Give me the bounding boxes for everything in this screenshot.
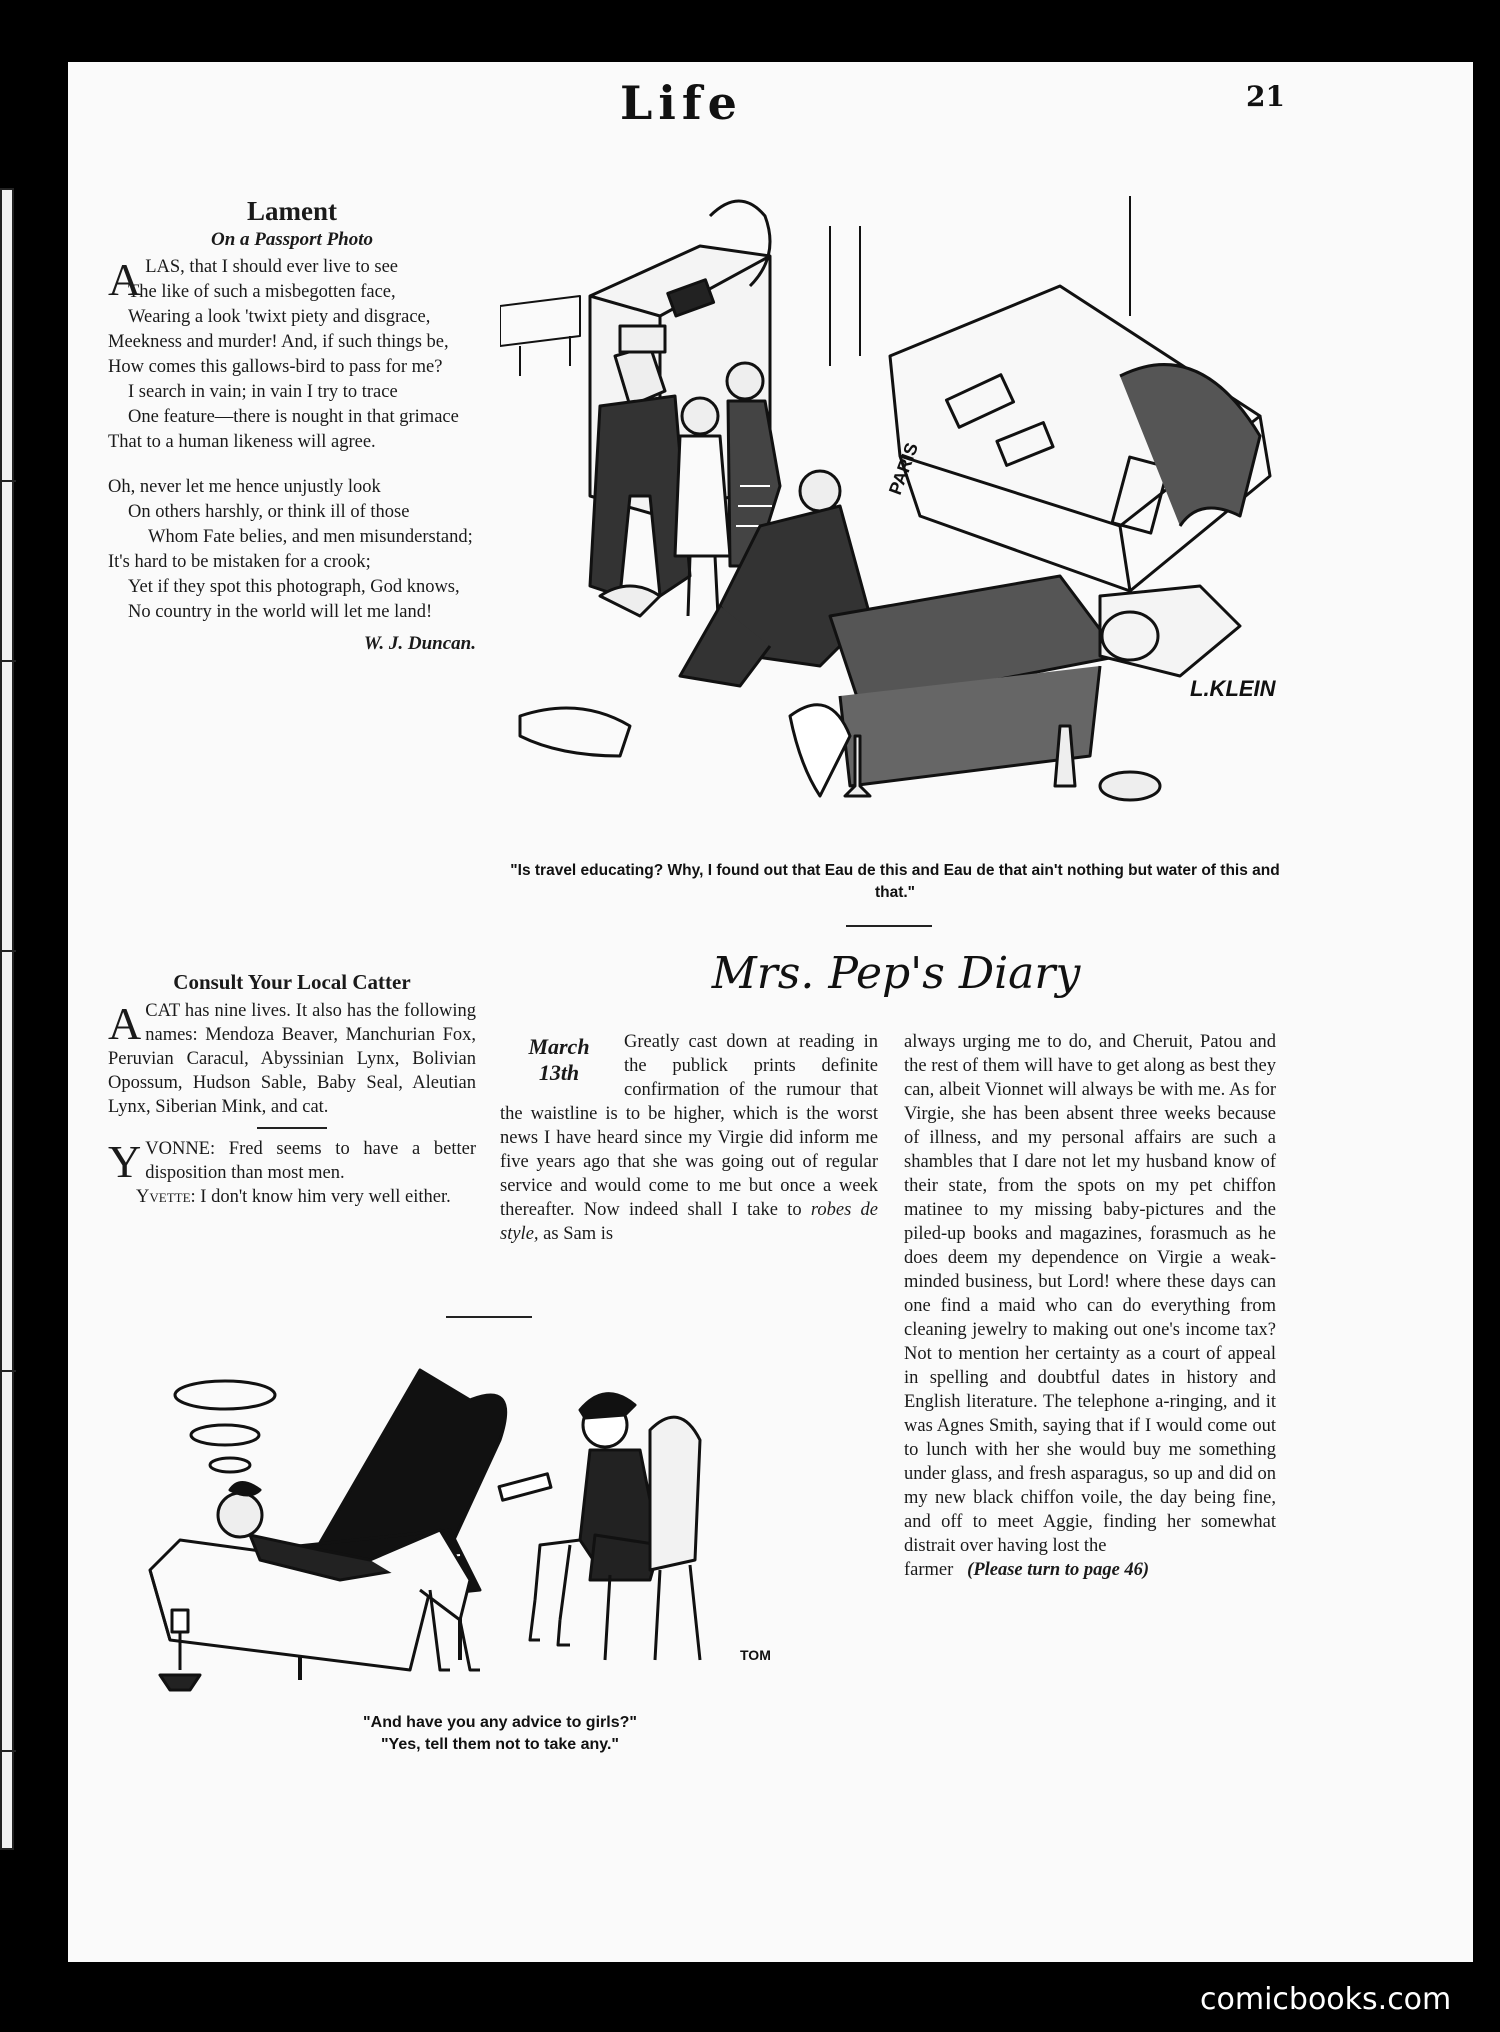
lament-title: Lament: [247, 196, 337, 226]
adjacent-page-edge: [0, 188, 14, 1850]
poem-line: Wearing a look 'twixt piety and disgrace,: [128, 307, 431, 327]
joke-text-1: : Fred seems to have a better disposition than most men.: [145, 1139, 476, 1183]
joke-speaker-1: VONNE: [145, 1139, 210, 1159]
divider: [257, 1127, 327, 1129]
drop-cap: A: [108, 254, 142, 305]
diary-text: always urging me to do, and Cheruit, Patou and the rest of them will have to get along as best they can, albeit Vionnet will always be with me. As for Virgie, she has been absent three weeks because of illness, and my personal affairs are such a shambles that I dare not let my husband know of their state, from the spots on my pet chiffon matinee to my missing baby-pictures and the piled-up books and magazines, forasmuch as he does deem my dependence on Virgie a weak-minded business, but Lord! where these days can one find a maid who can do everything from cleaning jewelry to making out one's income tax? Not to mention her certainty as a court of appeal in spelling and doubtful dates in history and English literature. The telephone a-ringing, and it was Agnes Smith, saying that if I would come out to lunch with her she would buy me something under glass, and fresh asparagus, so up and did on my new black chiffon voile, the day being fine, and off to meet Aggie, finding her somewhat distrait over having lost the: [904, 1032, 1276, 1556]
travel-cartoon-caption: "Is travel educating? Why, I found out that Eau de this and Eau de that ain't nothing but water of this and that.": [510, 862, 1280, 901]
poem-line: That to a human likeness will agree.: [108, 432, 376, 452]
cartoon-signature: TOM: [740, 1647, 771, 1663]
lament-stanza-1: [108, 255, 476, 455]
catter-text: CAT has nine lives. It also has the following names: Mendoza Beaver, Manchurian Fox, Peruvian Caracul, Abyssinian Lynx, Bolivian Opossum, Hudson Sable, Baby Seal, Aleutian Lynx, Siberian Mink, and cat.: [108, 1001, 476, 1117]
continued-note: (Please turn to page 46): [967, 1560, 1150, 1580]
diary-text: Greatly cast down at reading in the publick prints definite confirmation of the rumour that the waistline is to be higher, which is the worst news I have heard since my Virgie did inform me five years ago that she was going out of regular service and would come to me but once a week thereafter. Now indeed shall I take to: [500, 1032, 878, 1220]
poem-line: No country in the world will let me land!: [128, 602, 433, 622]
poem-line: One feature—there is nought in that grimace: [128, 407, 459, 427]
joke-text-2: : I don't know him very well either.: [190, 1187, 451, 1207]
catter-article: [108, 970, 476, 1209]
cartoon-signature: L.KLEIN: [1190, 676, 1276, 701]
lament-author: W. J. Duncan.: [363, 633, 476, 654]
trunk-label: PARIS: [884, 440, 923, 498]
joke-line-1: [108, 1137, 476, 1185]
poem-line: Whom Fate belies, and men misunderstand;: [148, 527, 473, 547]
diary-column-2: [904, 1030, 1276, 1582]
diary-title: Mrs. Pep's Diary: [711, 948, 1081, 999]
lament-poem: [108, 196, 476, 655]
poem-line: How comes this gallows-bird to pass for me?: [108, 357, 443, 377]
joke-speaker-2: Yvette: [136, 1187, 191, 1207]
caption-line-1: "And have you any advice to girls?": [363, 1714, 637, 1731]
interview-cartoon-caption: [200, 1712, 800, 1756]
drop-cap: Y: [108, 1136, 142, 1187]
interview-cartoon-illustration: [140, 1340, 880, 1710]
lament-stanza-2: [108, 475, 476, 625]
poem-line: It's hard to be mistaken for a crook;: [108, 552, 371, 572]
joke-line-2: [108, 1185, 476, 1209]
magazine-title: Life: [620, 76, 743, 130]
travel-cartoon-illustration: [500, 196, 1290, 846]
poem-line: Meekness and murder! And, if such things be,: [108, 332, 449, 352]
caption-line-2: "Yes, tell them not to take any.": [380, 1736, 620, 1753]
diary-text: as Sam is: [538, 1224, 614, 1244]
poem-line: LAS, that I should ever live to see: [145, 257, 399, 277]
drop-cap: A: [108, 998, 142, 1049]
divider: [446, 1316, 532, 1318]
poem-line: The like of such a misbegotten face,: [128, 282, 396, 302]
date-day: 13th: [538, 1060, 580, 1085]
page-number: 21: [1246, 80, 1285, 113]
diary-column-1: [500, 1030, 878, 1246]
date-month: March: [528, 1034, 590, 1059]
diary-text-end: farmer: [904, 1560, 954, 1580]
poem-line: I search in vain; in vain I try to trace: [128, 382, 398, 402]
poem-line: Yet if they spot this photograph, God knows,: [128, 577, 460, 597]
catter-title: Consult Your Local Catter: [173, 970, 411, 994]
poem-line: Oh, never let me hence unjustly look: [108, 477, 381, 497]
poem-line: On others harshly, or think ill of those: [128, 502, 410, 522]
diary-date: [500, 1034, 618, 1086]
diary-italic: robes de style,: [500, 1200, 879, 1244]
watermark: comicbooks.com: [1200, 1982, 1452, 2017]
lament-subtitle: On a Passport Photo: [210, 229, 374, 250]
divider: [846, 925, 932, 927]
